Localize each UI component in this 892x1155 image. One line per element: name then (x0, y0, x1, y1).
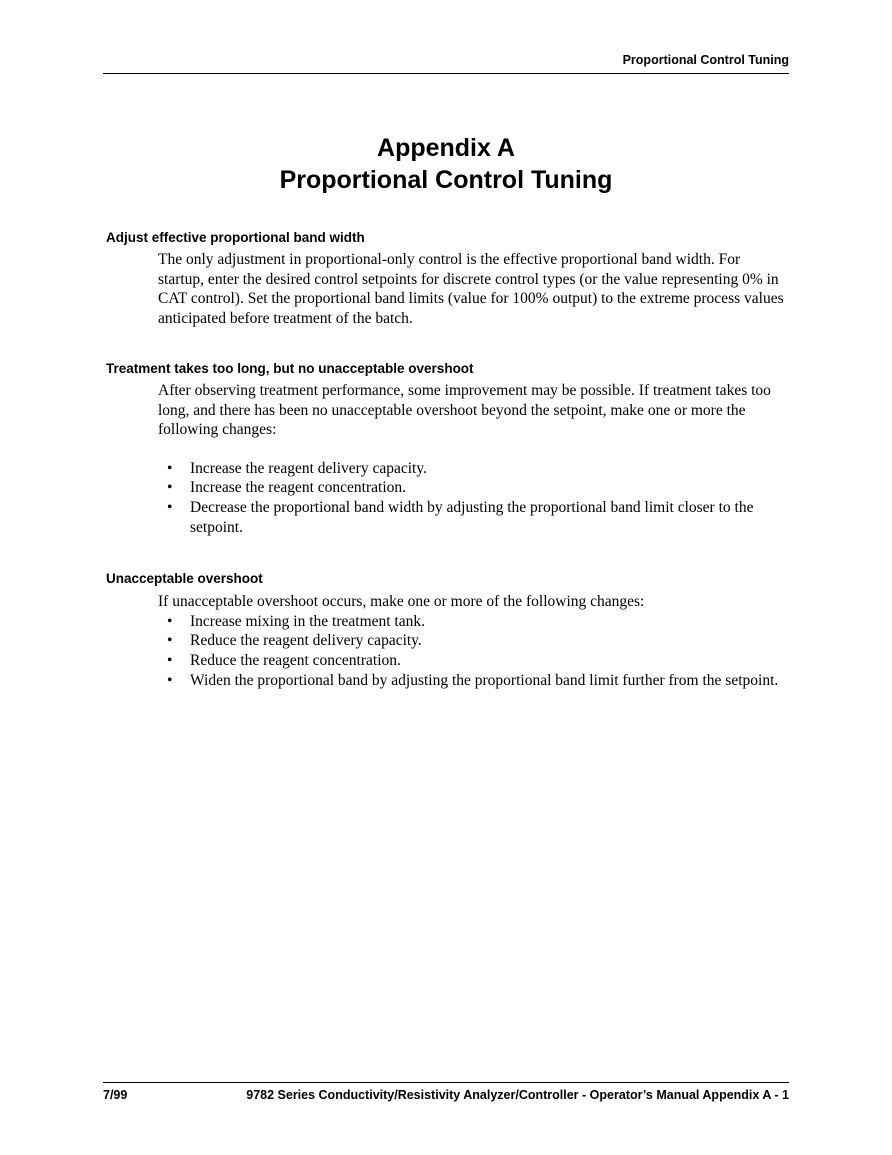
list-item-text: Increase mixing in the treatment tank. (190, 612, 425, 630)
section-heading: Unacceptable overshoot (106, 571, 263, 586)
section-heading: Adjust effective proportional band width (106, 230, 365, 245)
section-adjust-band-width (106, 229, 790, 328)
section-paragraph: If unacceptable overshoot occurs, make one or more of the following changes: (158, 593, 645, 610)
section-treatment-too-long (106, 360, 790, 538)
list-item-text: Widen the proportional band by adjusting the proportional band limit further from the setpoint. (190, 671, 779, 689)
bullet-icon: • (167, 632, 173, 650)
list-item (158, 671, 790, 691)
list-item (158, 612, 790, 632)
bullet-icon: • (167, 499, 173, 517)
bullet-icon: • (167, 459, 173, 477)
bullet-list (106, 612, 790, 691)
bullet-list (106, 459, 790, 538)
bullet-icon: • (167, 652, 173, 670)
bullet-icon: • (167, 612, 173, 630)
section-paragraph: The only adjustment in proportional-only control is the effective proportional band width. For startup, enter the desired control setpoints for discrete control types (or the value representing 0% in CAT control). Set the proportional band limits (value for 100% output) to the extreme process values anticipated before treatment of the batch. (158, 251, 784, 327)
list-item-text: Reduce the reagent delivery capacity. (190, 632, 422, 650)
list-item-text: Reduce the reagent concentration. (190, 652, 401, 670)
footer-divider (103, 1082, 789, 1083)
running-header-title: Proportional Control Tuning (622, 53, 789, 67)
list-item-text: Increase the reagent delivery capacity. (190, 459, 427, 477)
section-paragraph: After observing treatment performance, some improvement may be possible. If treatment takes too long, and there has been no unacceptable overshoot beyond the setpoint, make one or more the following changes: (158, 382, 771, 438)
section-heading: Treatment takes too long, but no unacceptable overshoot (106, 361, 474, 376)
list-item (158, 631, 790, 651)
bullet-icon: • (167, 479, 173, 497)
footer-date: 7/99 (103, 1088, 128, 1102)
list-item-text: Decrease the proportional band width by adjusting the proportional band limit closer to the setpoint. (190, 499, 754, 536)
list-item (158, 651, 790, 671)
list-item-text: Increase the reagent concentration. (190, 479, 407, 497)
header-divider (103, 73, 789, 74)
section-unacceptable-overshoot (106, 570, 790, 691)
bullet-icon: • (167, 671, 173, 689)
list-item (158, 498, 790, 538)
list-item (158, 459, 790, 479)
appendix-title: Appendix A (377, 134, 515, 162)
list-item (158, 478, 790, 498)
footer-manual-title: 9782 Series Conductivity/Resistivity Analyzer/Controller - Operator’s Manual Appendix A - 1 (246, 1088, 789, 1102)
appendix-subtitle: Proportional Control Tuning (279, 166, 613, 194)
